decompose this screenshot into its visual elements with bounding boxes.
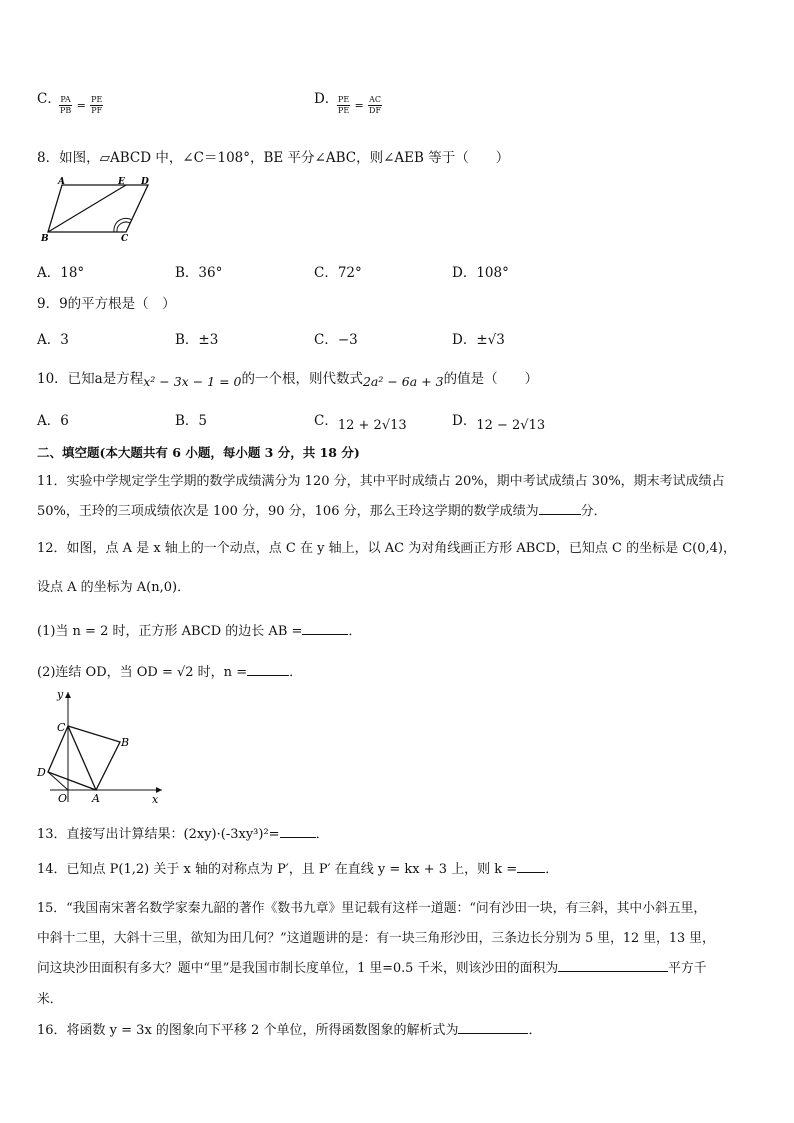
q16-answer-blank[interactable] [458,1033,528,1034]
q16 [37,1019,541,1038]
q16-end: ． [528,1023,542,1038]
q15-answer-blank[interactable] [558,971,668,972]
equals-sign: = [354,99,364,112]
label-b: B [41,234,49,242]
q12-sub1 [37,620,361,639]
label-b: B [121,736,130,749]
q7-option-c-label: C． [37,91,61,107]
q15-line1: 15．“我国南宋著名数学家秦九韶的著作《数书九章》里记载有这样一道题：“问有沙田一块，有三斜，其中小斜五里， [37,901,707,916]
q9-option-d: D．±√3 [452,332,505,348]
q7-c-fraction-right: $\frac{PE}{PF}$ [91,95,103,115]
q13 [37,823,329,842]
q15-line3-text: 问这块沙田面积有多大？题中“里”是我国市制长度单位，1 里=0.5 千米，则该沙田的面积为 [37,961,559,976]
q10-equation: x² − 3x − 1 = 0 [143,374,242,389]
label-x: x [152,793,159,806]
q12-sub2-end: ． [289,665,303,680]
parallelogram-abcd [48,185,148,232]
label-o: O [58,792,68,805]
q8-option-b: B．36° [175,265,223,281]
q15-line4: 米． [37,992,63,1007]
label-y: y [57,688,64,701]
y-axis-arrow [65,692,71,698]
q15-line2: 中斜十二里，大斜十三里，欲知为田几何？”这道题讲的是：有一块三角形沙田，三条边长分别为 5 里，12 里，13 里， [37,931,715,946]
q16-text: 16．将函数 y = 3x 的图象向下平移 2 个单位，所得函数图象的解析式为 [37,1023,459,1038]
q10-option-b: B．5 [175,413,208,429]
q8-parallelogram-figure [38,176,156,242]
q8-option-d: D．108° [452,265,509,281]
q8-text: 8．如图，▱ABCD 中，∠C＝108°，BE 平分∠ABC，则∠AEB 等于（ ） [37,150,510,166]
q9-option-c: C．−3 [314,332,358,348]
q10-prefix: 10．已知a是方程 [37,371,144,387]
q7-option-d-label: D． [314,91,339,107]
q11-line1: 11．实验中学规定学生学期的数学成绩满分为 120 分，其中平时成绩占 20%，期中考试成绩占 30%，期末考试成绩占 [37,474,725,489]
q7-option-c-formula [59,95,103,116]
label-c: C [121,234,129,242]
q12-sub2 [37,661,302,680]
equals-sign: = [76,99,86,112]
q8-option-c: C．72° [314,265,362,281]
q7-option-c [37,87,61,107]
q14-end: ． [545,862,559,877]
q11-answer-blank[interactable] [539,514,581,515]
q10-text [37,367,538,387]
q15-line3-end: 平方千 [668,961,707,976]
q7-c-fraction-left: $\frac{PA}{PB}$ [60,95,72,115]
q13-answer-blank[interactable] [280,837,316,838]
label-d: D [141,177,149,187]
q10-option-a: A．6 [37,413,69,429]
q14-text: 14．已知点 P(1,2) 关于 x 轴的对称点为 P′，且 P′ 在直线 y = kx + 3 上，则 k = [37,862,518,877]
q12-sub2-answer-blank[interactable] [247,675,289,676]
q7-option-d [314,87,338,107]
q7-d-fraction-left: $\frac{PE}{PE}$ [338,95,350,115]
q14 [37,858,558,877]
q7-option-d-formula [337,95,382,116]
q13-text: 13．直接写出计算结果：(2xy)·(-3xy³)²= [37,827,280,842]
label-d: D [37,766,46,779]
q9-text: 9．9的平方根是（ ） [37,296,176,312]
q12-sub1-text: (1)当 n = 2 时，正方形 ABCD 的边长 AB = [37,624,303,639]
q9-option-a: A．3 [37,332,69,348]
q12-coordinate-figure [34,686,168,806]
q12-sub1-end: ． [348,624,362,639]
q11-line2-text: 50%，王玲的三项成绩依次是 100 分，90 分，106 分，那么王玲这学期的数学成绩为 [37,504,539,519]
square-abcd [48,726,120,790]
q8-option-a: A．18° [37,265,85,281]
q12-line2: 设点 A 的坐标为 A(n,0)． [37,580,191,595]
q10-suffix: 的值是（ ） [443,371,539,387]
label-a: A [58,177,65,187]
q12-sub1-answer-blank[interactable] [302,634,348,635]
q15-line3 [37,957,707,976]
q10-middle: 的一个根，则代数式 [241,371,363,387]
q10-option-c-label: C． [314,413,338,429]
q14-answer-blank[interactable] [517,872,545,873]
label-a: A [92,792,100,805]
q10-option-d [452,409,546,433]
q12-line1: 12．如图，点 A 是 x 轴上的一个动点，点 C 在 y 轴上，以 AC 为对角线画正方形 ABCD，已知点 C 的坐标是 C(0,4)， [37,541,737,556]
q11-line2-end: 分． [580,504,607,519]
q9-option-b: B．±3 [175,332,219,348]
segment-od [48,772,68,790]
q10-option-d-label: D． [452,413,477,429]
q10-option-c [314,409,407,433]
q10-expression: 2a² − 6a + 3 [362,374,444,389]
q7-d-fraction-right: $\frac{AC}{DF}$ [369,95,382,115]
section-heading-fill-in: 二、填空题(本大题共有 6 小题，每小题 3 分，共 18 分) [37,445,360,460]
q12-sub2-text: (2)连结 OD，当 OD = √2 时，n = [37,665,248,680]
label-c: C [57,721,66,734]
q11-line2 [37,500,607,519]
q10-option-d-value: 12 − 2√13 [476,418,546,433]
label-e: E [118,177,125,187]
q13-end: ． [315,827,329,842]
q10-option-c-value: 12 + 2√13 [337,418,407,433]
